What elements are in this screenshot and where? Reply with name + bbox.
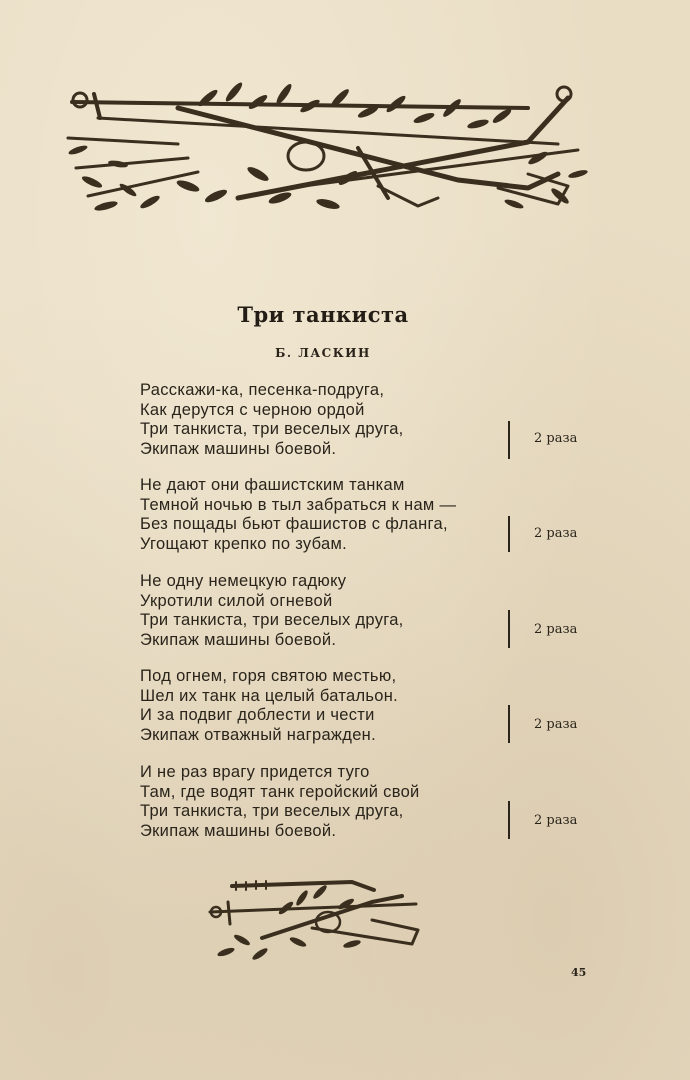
stanza: [140, 572, 600, 650]
verse-line: Не дают они фашистским танкам: [140, 476, 405, 494]
verse-line: Три танкиста, три веселых друга,: [140, 802, 404, 820]
verse-line: И не раз врагу придется туго: [140, 763, 370, 781]
verse-line: Как дерутся с черною ордой: [140, 400, 365, 419]
repeat-bracket: [508, 516, 510, 552]
repeat-bracket: [508, 421, 510, 459]
weapons-and-laurel-ornament-icon: [58, 78, 590, 220]
verse-line: Шел их танк на целый батальон.: [140, 686, 399, 705]
repeat-marker: 2 раза: [534, 526, 578, 541]
repeat-marker: 2 раза: [534, 431, 578, 446]
small-weapons-ornament-icon: [202, 868, 428, 964]
stanza: [140, 763, 600, 841]
verse-line: И за подвиг доблести и чести: [140, 706, 375, 724]
repeat-marker: 2 раза: [534, 813, 578, 828]
verse-line: Темной ночью в тыл забраться к нам —: [140, 495, 457, 514]
verse-line: Укротили силой огневой: [140, 591, 333, 610]
stanza: [140, 667, 600, 745]
repeat-marker: 2 раза: [534, 622, 578, 637]
song-title: Три танкиста: [237, 302, 409, 327]
verse-line: Экипаж машины боевой.: [140, 439, 337, 458]
verse-line: Расскажи-ка, песенка-подруга,: [140, 381, 385, 399]
repeat-bracket: [508, 705, 510, 743]
stanza: [140, 476, 600, 554]
verse-line: Три танкиста, три веселых друга,: [140, 420, 404, 438]
repeat-bracket: [508, 610, 510, 648]
song-author: Б. ЛАСКИН: [275, 346, 371, 360]
repeat-bracket: [508, 801, 510, 839]
page-number: 45: [571, 966, 587, 979]
verse-line: Экипаж отважный награжден.: [140, 725, 376, 744]
verse-line: Не одну немецкую гадюку: [140, 572, 347, 590]
verse-line: Без пощады бьют фашистов с фланга,: [140, 515, 448, 533]
verse-line: Экипаж машины боевой.: [140, 630, 337, 649]
stanza: [140, 381, 600, 459]
repeat-marker: 2 раза: [534, 717, 578, 732]
verse-line: Там, где водят танк геройский свой: [140, 782, 420, 801]
verse-line: Под огнем, горя святою местью,: [140, 667, 397, 685]
verse-line: Экипаж машины боевой.: [140, 821, 337, 840]
verse-line: Три танкиста, три веселых друга,: [140, 611, 404, 629]
verse-line: Угощают крепко по зубам.: [140, 534, 348, 553]
